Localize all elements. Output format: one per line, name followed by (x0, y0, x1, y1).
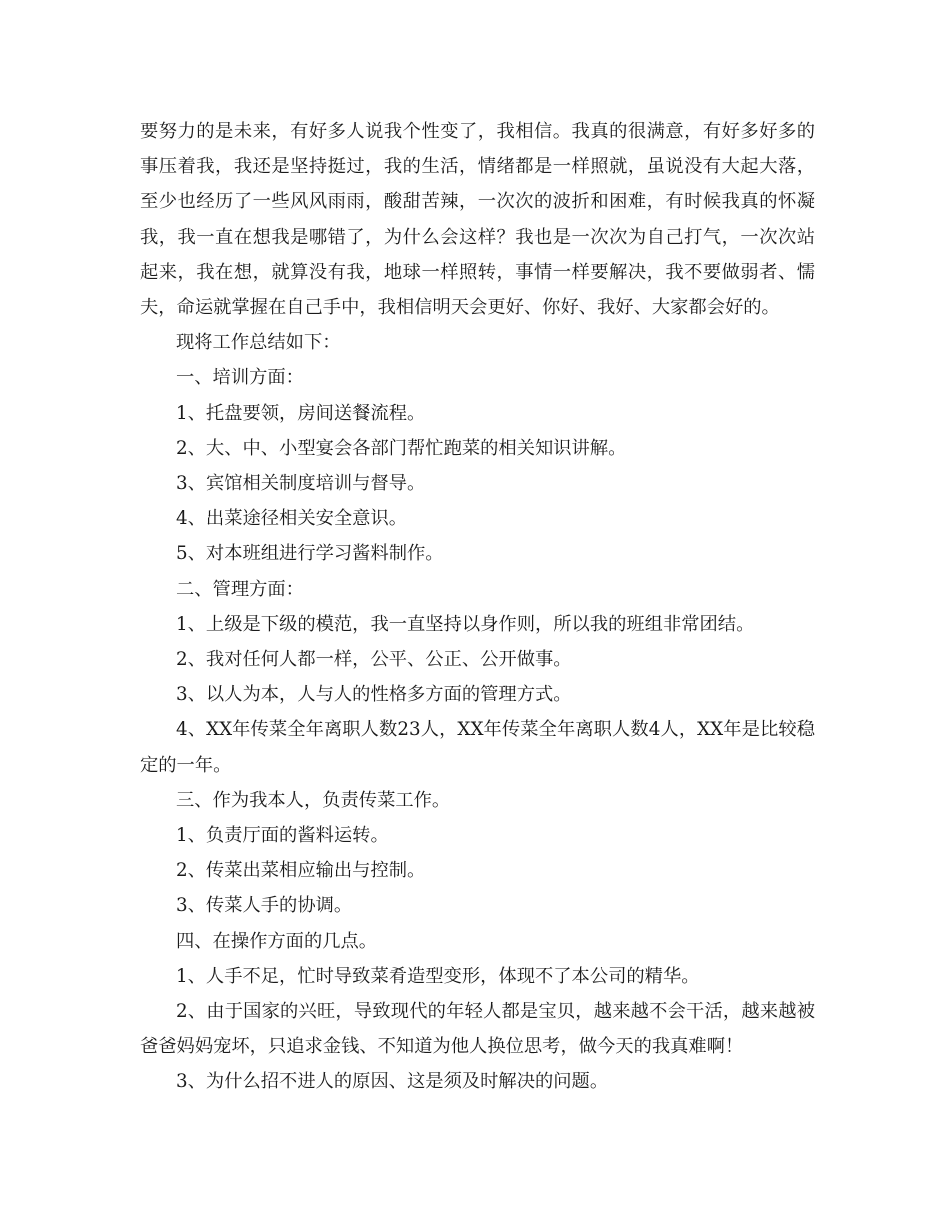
list-item: 2、大、中、小型宴会各部门帮忙跑菜的相关知识讲解。 (176, 437, 627, 459)
summary-intro: 现将工作总结如下： (176, 332, 341, 354)
list-item: 4、XX年传菜全年离职人数23人，XX年传菜全年离职人数4人，XX年是比较稳定的一年。 (140, 719, 815, 776)
list-item: 5、对本班组进行学习酱料制作。 (176, 543, 444, 565)
document-body (140, 114, 815, 1100)
list-item: 3、传菜人手的协调。 (176, 895, 353, 917)
list-item: 2、传菜出菜相应输出与控制。 (176, 860, 426, 882)
section-heading: 四、在操作方面的几点。 (176, 930, 378, 952)
list-item: 3、宾馆相关制度培训与督导。 (176, 473, 426, 495)
list-item: 1、人手不足，忙时导致菜肴造型变形，体现不了本公司的精华。 (176, 965, 700, 987)
list-item: 3、为什么招不进人的原因、这是须及时解决的问题。 (176, 1071, 609, 1093)
intro-paragraph: 要努力的是未来，有好多人说我个性变了，我相信。我真的很满意，有好多好多的事压着我，我还是坚持挺过，我的生活，情绪都是一样照就，虽说没有大起大落，至少也经历了一些风风雨雨，酸甜苦辣，一次次的波折和困难，有时候我真的怀凝我，我一直在想我是哪错了，为什么会这样？我也是一次次为自己打气，一次次站起来，我在想，就算没有我，地球一样照转，事情一样要解决，我不要做弱者、懦夫，命运就掌握在自己手中，我相信明天会更好、你好、我好、大家都会好的。 (140, 121, 815, 319)
section-heading: 三、作为我本人，负责传菜工作。 (176, 789, 451, 811)
list-item: 2、由于国家的兴旺，导致现代的年轻人都是宝贝，越来越不会干活，越来越被爸爸妈妈宠坏，只追求金钱、不知道为他人换位思考，做今天的我真难啊！ (140, 1001, 815, 1058)
list-item: 2、我对任何人都一样，公平、公正、公开做事。 (176, 649, 572, 671)
list-item: 3、以人为本，人与人的性格多方面的管理方式。 (176, 684, 572, 706)
section-heading: 一、培训方面： (176, 367, 304, 389)
list-item: 1、负责厅面的酱料运转。 (176, 825, 389, 847)
list-item: 4、出菜途径相关安全意识。 (176, 508, 408, 530)
list-item: 1、托盘要领，房间送餐流程。 (176, 402, 426, 424)
section-heading: 二、管理方面： (176, 578, 304, 600)
list-item: 1、上级是下级的模范，我一直坚持以身作则，所以我的班组非常团结。 (176, 613, 755, 635)
